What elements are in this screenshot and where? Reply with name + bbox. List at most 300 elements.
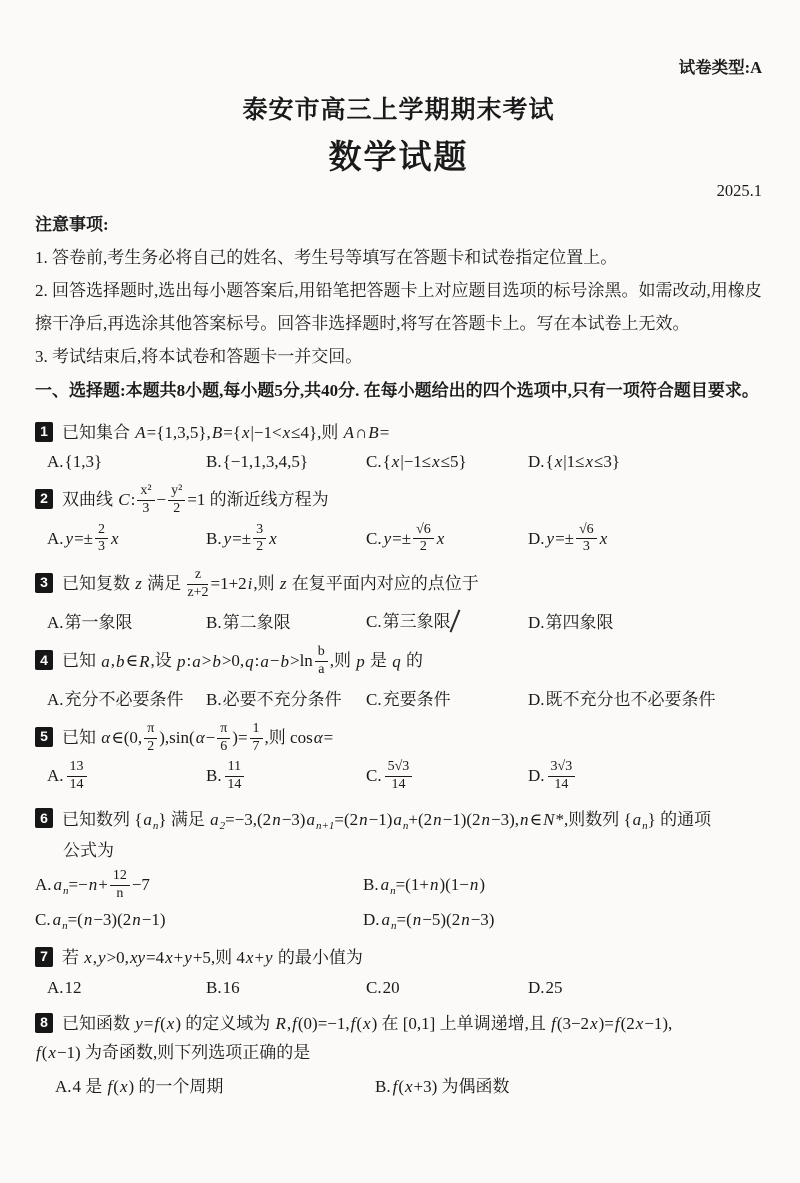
option-label: B. (363, 875, 379, 895)
question-3 (35, 569, 762, 633)
text-run: 4 是 (72, 1077, 107, 1097)
math-run: z (135, 574, 142, 594)
denominator: n (116, 885, 124, 901)
text-run: ) 在 [0,1] 上单调递增,且 (371, 1013, 551, 1033)
question-2-options (35, 521, 762, 556)
numerator: 13 (67, 760, 87, 777)
numerator: π (144, 722, 157, 739)
fraction (250, 722, 263, 754)
math-run: p (356, 651, 365, 671)
question-5 (35, 720, 762, 794)
math-run: f (350, 1013, 356, 1033)
option-label: D. (528, 612, 545, 632)
numerator: 3 (253, 523, 266, 540)
question-7-option-A (47, 978, 206, 998)
math-run: y (184, 948, 192, 968)
text-run: 第一象限 (64, 612, 133, 632)
question-7-option-D (528, 978, 762, 998)
numerator: 3√3 (548, 760, 576, 777)
text-run: , (92, 948, 98, 968)
text-run: )= (232, 727, 248, 747)
question-5-options (35, 761, 762, 793)
question-2-option-A (47, 521, 206, 556)
math-run: y (65, 528, 74, 548)
math-run: x (166, 1013, 175, 1033)
math-run: N (543, 809, 555, 829)
text-run: 已知 (62, 651, 101, 671)
math-run: A (343, 423, 355, 442)
text-run: −3) (470, 910, 495, 930)
text-run: =± (555, 528, 574, 548)
exam-date: 2025.1 (716, 181, 762, 200)
math-run: y (265, 948, 273, 968)
math-run: x (554, 452, 563, 472)
question-number-badge: 7 (35, 947, 53, 967)
text-run: 第二象限 (222, 612, 291, 632)
math-run: x (599, 528, 608, 548)
text-run: −5)(2 (422, 910, 461, 930)
math-run: a (632, 809, 642, 829)
math-run: f (614, 1013, 620, 1033)
text-run: 已知函数 (62, 1013, 135, 1033)
exam-title: 泰安市高三上学期期末考试 (242, 97, 555, 124)
fraction (168, 484, 185, 516)
question-6-stem-line-1 (35, 807, 762, 835)
option-label: A. (47, 689, 64, 709)
question-7-options (35, 978, 762, 998)
text-run: −3), (491, 809, 520, 829)
text-run: ,则 (253, 574, 279, 594)
math-run: f (392, 1077, 398, 1097)
text-run: : (254, 651, 260, 671)
math-run: n (88, 875, 98, 895)
fraction (225, 760, 244, 792)
text-run: 的最小值为 (273, 948, 363, 968)
text-run: 已知集合 (62, 423, 135, 442)
text-run: ),sin( (159, 727, 195, 747)
subscript-run: n (390, 885, 396, 898)
math-run: x (585, 452, 594, 472)
numerator: π (217, 722, 230, 739)
denominator: 7 (252, 738, 260, 754)
math-run: a (101, 651, 110, 671)
math-run: x (363, 1013, 371, 1033)
text-run: −1) (368, 809, 393, 829)
math-run: x (245, 948, 254, 968)
option-label: A. (35, 875, 52, 895)
math-run: n (272, 809, 281, 829)
text-run: : (130, 490, 136, 510)
text-run: =± (392, 528, 412, 548)
question-3-option-C (366, 607, 528, 633)
text-run: =4 (146, 948, 165, 968)
text-run: 已知数列 { (62, 809, 143, 829)
text-run: −1) 为奇函数,则下列选项正确的是 (56, 1043, 311, 1063)
denominator: a (318, 662, 325, 678)
math-run: n (359, 809, 368, 829)
option-label: A. (55, 1077, 72, 1097)
math-run: a (393, 809, 402, 829)
text-run: −1), (644, 1013, 673, 1033)
math-run: i (247, 574, 253, 594)
math-run: C (118, 490, 130, 510)
text-run: ∩ (355, 423, 368, 442)
text-run: {1,3} (64, 452, 103, 472)
text-run: 16 (222, 977, 240, 997)
math-run: x (405, 1077, 413, 1097)
text-run: ) (479, 875, 486, 895)
question-7-option-C (366, 978, 528, 998)
question-4-option-D (528, 685, 762, 710)
text-run: )(1− (439, 875, 469, 895)
math-run: f (107, 1077, 113, 1097)
question-4 (35, 646, 762, 709)
text-run: 满足 (142, 574, 186, 594)
text-run: 第三象限 (382, 612, 451, 632)
option-label: C. (366, 977, 382, 997)
numerator: 11 (225, 760, 244, 777)
text-run: (0)=−1, (297, 1013, 350, 1033)
math-run: a (192, 651, 201, 671)
denominator: z+2 (187, 584, 209, 600)
question-6-options (35, 867, 762, 933)
option-label: C. (366, 452, 382, 472)
option-label: B. (206, 766, 222, 786)
paper-type-label: 试卷类型:A (678, 58, 762, 77)
text-run: |−1≤ (400, 452, 432, 472)
denominator: 14 (391, 776, 406, 792)
text-run: ,设 (150, 651, 176, 671)
text-run: { (545, 452, 554, 472)
math-run: y (383, 528, 392, 548)
denominator: 2 (256, 539, 264, 555)
text-run: −3)(2 (93, 910, 132, 930)
question-1 (35, 420, 762, 472)
denominator: 2 (173, 501, 181, 517)
question-8-option-B (375, 1072, 762, 1097)
math-run: a (53, 875, 63, 895)
math-run: n (83, 910, 93, 930)
question-3-stem-line-1 (35, 569, 762, 601)
option-label: B. (206, 977, 222, 997)
text-run: − (269, 651, 280, 671)
option-label: D. (528, 766, 545, 786)
text-run: ( (41, 1043, 48, 1063)
subscript-run: 2 (219, 819, 226, 832)
text-run: 必要不充分条件 (222, 689, 342, 709)
question-5-stem-line-1 (35, 720, 762, 755)
notice-list (35, 241, 762, 373)
text-run: +3) 为偶函数 (413, 1077, 510, 1097)
text-run: −1)(2 (442, 809, 481, 829)
math-run: b (212, 651, 221, 671)
option-label: D. (528, 528, 545, 548)
math-run: b (116, 651, 125, 671)
text-run: ( (356, 1013, 363, 1033)
math-run: x (84, 948, 92, 968)
text-run: : (186, 651, 192, 671)
text-run: 25 (545, 977, 563, 997)
question-6-option-A (35, 867, 363, 902)
math-run: y (98, 948, 106, 968)
text-run: =− (68, 875, 88, 895)
text-run: {−1,1,3,4,5} (222, 452, 309, 472)
text-run: ∈ (529, 809, 543, 829)
math-run: x (635, 1013, 644, 1033)
denominator: 3 (582, 539, 590, 555)
text-run: =−3,(2 (225, 809, 272, 829)
question-6-option-D (363, 910, 762, 932)
text-run: =( (67, 910, 83, 930)
math-run: n (429, 875, 439, 895)
subscript-run: n+1 (315, 819, 335, 832)
math-run: y (135, 1013, 143, 1033)
question-4-option-B (206, 685, 366, 710)
subscript-run: n (391, 920, 397, 933)
fraction (187, 568, 208, 600)
question-number-badge: 5 (35, 727, 53, 747)
math-run: n (461, 910, 470, 930)
text-run: + (254, 948, 265, 968)
subscript-run: n (62, 920, 68, 933)
text-run: 在复平面内对应的点位于 (287, 574, 479, 594)
fraction (548, 760, 576, 792)
math-run: x (111, 528, 119, 548)
math-run: α (195, 727, 205, 747)
question-2-option-C (366, 521, 528, 556)
numerator: 5√3 (385, 760, 413, 777)
option-label: D. (528, 689, 545, 709)
text-run: ( (113, 1077, 119, 1097)
option-label: B. (375, 1077, 391, 1097)
math-run: y (546, 528, 555, 548)
fraction (67, 760, 87, 792)
text-run: − (205, 727, 216, 747)
option-label: C. (35, 910, 51, 930)
text-run: } 的通项 (647, 809, 712, 829)
question-1-option-D (528, 452, 762, 472)
fraction (253, 523, 266, 555)
fraction (217, 722, 230, 754)
question-number-badge: 8 (35, 1013, 53, 1033)
text-run: +5,则 4 (192, 948, 245, 968)
math-run: x (432, 452, 440, 472)
fraction (576, 523, 597, 555)
text-run: ∈(0, (111, 727, 143, 747)
text-run: (2 (620, 1013, 635, 1033)
question-6 (35, 807, 762, 933)
text-run: − (156, 490, 167, 510)
math-run: a (306, 809, 315, 829)
math-run: a (260, 651, 269, 671)
denominator: 6 (220, 738, 228, 754)
question-5-option-C (366, 761, 528, 793)
fraction (137, 484, 154, 516)
question-2-stem-line-1 (35, 485, 762, 517)
question-3-options (35, 607, 762, 633)
denominator: 14 (69, 776, 84, 792)
question-8-options (35, 1072, 762, 1097)
text-run: 既不充分也不必要条件 (545, 689, 716, 709)
text-run: =± (74, 528, 93, 548)
text-run: >0, (106, 948, 129, 968)
fraction (110, 869, 130, 901)
option-label: D. (363, 910, 380, 930)
text-run: ) 的一个周期 (128, 1077, 224, 1097)
numerator: b (315, 645, 328, 662)
question-2-option-D (528, 521, 762, 556)
text-run: −3) (281, 809, 306, 829)
text-run: ( (160, 1013, 166, 1033)
text-run: ( (398, 1077, 404, 1097)
question-4-option-C (366, 685, 528, 710)
math-run: n (433, 809, 442, 829)
question-2 (35, 485, 762, 556)
option-label: C. (366, 766, 382, 786)
math-run: n (469, 875, 479, 895)
math-run: n (520, 809, 529, 829)
option-label: A. (47, 452, 64, 472)
question-2-option-B (206, 521, 366, 556)
option-label: C. (366, 612, 382, 632)
text-run: >0, (221, 651, 245, 671)
math-run: R (139, 651, 150, 671)
question-5-option-A (47, 761, 206, 793)
math-run: n (412, 910, 422, 930)
math-run: f (154, 1013, 160, 1033)
math-run: R (275, 1013, 286, 1033)
text-run: =1 的渐近线方程为 (187, 490, 329, 510)
text-run: ,则 cos (264, 727, 313, 747)
option-label: D. (528, 977, 545, 997)
question-number-badge: 4 (35, 650, 53, 670)
option-label: A. (47, 528, 64, 548)
math-run: f (36, 1043, 41, 1063)
question-4-stem-line-1 (35, 646, 762, 678)
notice-item-3: 3. 考试结束后,将本试卷和答题卡一并交回。 (35, 347, 363, 366)
text-run: = (323, 727, 334, 747)
question-1-option-B (206, 452, 366, 472)
option-label: B. (206, 612, 222, 632)
text-run: 双曲线 (62, 490, 118, 510)
question-6-stem-line-2 (35, 838, 762, 864)
math-run: a (210, 809, 219, 829)
text-run: =(2 (334, 809, 359, 829)
text-run: =± (232, 528, 252, 548)
math-run: α (101, 727, 111, 747)
text-run: =(1+ (395, 875, 429, 895)
question-6-option-C (35, 910, 363, 932)
subscript-run: n (402, 819, 409, 832)
option-label: A. (47, 977, 64, 997)
text-run: |1≤ (563, 452, 585, 472)
text-run: ) 的定义域为 (175, 1013, 275, 1033)
text-run: |−1< (250, 423, 282, 442)
math-run: z (279, 574, 287, 594)
math-run: a (381, 910, 391, 930)
subscript-run: n (642, 819, 648, 832)
math-run: A (135, 423, 146, 442)
denominator: 3 (98, 539, 105, 555)
question-5-option-B (206, 761, 366, 793)
question-3-option-B (206, 608, 366, 633)
question-3-option-D (528, 608, 762, 633)
math-run: b (280, 651, 289, 671)
denominator: 3 (142, 501, 150, 517)
option-label: B. (206, 689, 222, 709)
text-run: *,则数列 { (555, 809, 632, 829)
option-label: D. (528, 452, 545, 472)
subscript-run: n (152, 819, 159, 832)
question-8-option-A (55, 1072, 375, 1097)
question-list (35, 420, 762, 1097)
math-run: x (241, 423, 250, 442)
text-run: ≤5} (440, 452, 467, 472)
option-label: A. (47, 612, 64, 632)
question-7-stem-line-1 (35, 945, 762, 971)
numerator: x² (137, 484, 154, 501)
denominator: 14 (227, 776, 242, 792)
text-run: >ln (289, 651, 313, 671)
math-run: f (551, 1013, 556, 1033)
text-run: +(2 (408, 809, 433, 829)
numerator: √6 (413, 523, 434, 540)
math-run: x (119, 1077, 128, 1097)
denominator: 2 (147, 738, 155, 754)
question-7 (35, 945, 762, 997)
math-run: x (436, 528, 445, 548)
math-run: B (368, 423, 379, 442)
text-run: = (379, 423, 390, 442)
text-run: −1) (141, 910, 166, 930)
text-run: 20 (382, 977, 400, 997)
math-run: a (380, 875, 390, 895)
text-run: 充要条件 (382, 689, 451, 709)
question-8 (35, 1011, 762, 1098)
math-run: n (132, 910, 141, 930)
question-4-option-A (47, 685, 206, 710)
notice-item-2: 2. 回答选择题时,选出每小题答案后,用铅笔把答题卡上对应题目选项的标号涂黑。如需改动,用橡皮擦干净后,再选涂其他答案标号。回答非选择题时,将写在答题卡上。写在本试卷上无效。 (35, 281, 762, 333)
math-run: q (245, 651, 254, 671)
question-1-option-A (47, 452, 206, 472)
text-run: + (173, 948, 184, 968)
fraction (144, 722, 157, 754)
question-number-badge: 2 (35, 489, 53, 509)
text-run: =( (396, 910, 412, 930)
fraction (413, 523, 434, 555)
math-run: y (223, 528, 232, 548)
math-run: x (282, 423, 291, 442)
text-run: , (110, 651, 115, 671)
text-run: = (143, 1013, 154, 1033)
math-run: x (48, 1043, 56, 1063)
question-3-option-A (47, 608, 206, 633)
question-4-options (35, 685, 762, 710)
math-run: x (590, 1013, 598, 1033)
math-run: a (52, 910, 62, 930)
text-run: )= (598, 1013, 614, 1033)
text-run: 公式为 (63, 840, 114, 860)
text-run: , (286, 1013, 292, 1033)
text-run: ≤4},则 (291, 423, 343, 442)
fraction (315, 645, 328, 677)
text-run: 第四象限 (545, 612, 614, 632)
text-run: (3−2 (556, 1013, 590, 1033)
option-label: C. (366, 528, 382, 548)
math-run: q (392, 651, 401, 671)
notice-item-1: 1. 答卷前,考生务必将自己的姓名、考生号等填写在答题卡和试卷指定位置上。 (35, 248, 618, 267)
option-label: A. (47, 766, 64, 786)
